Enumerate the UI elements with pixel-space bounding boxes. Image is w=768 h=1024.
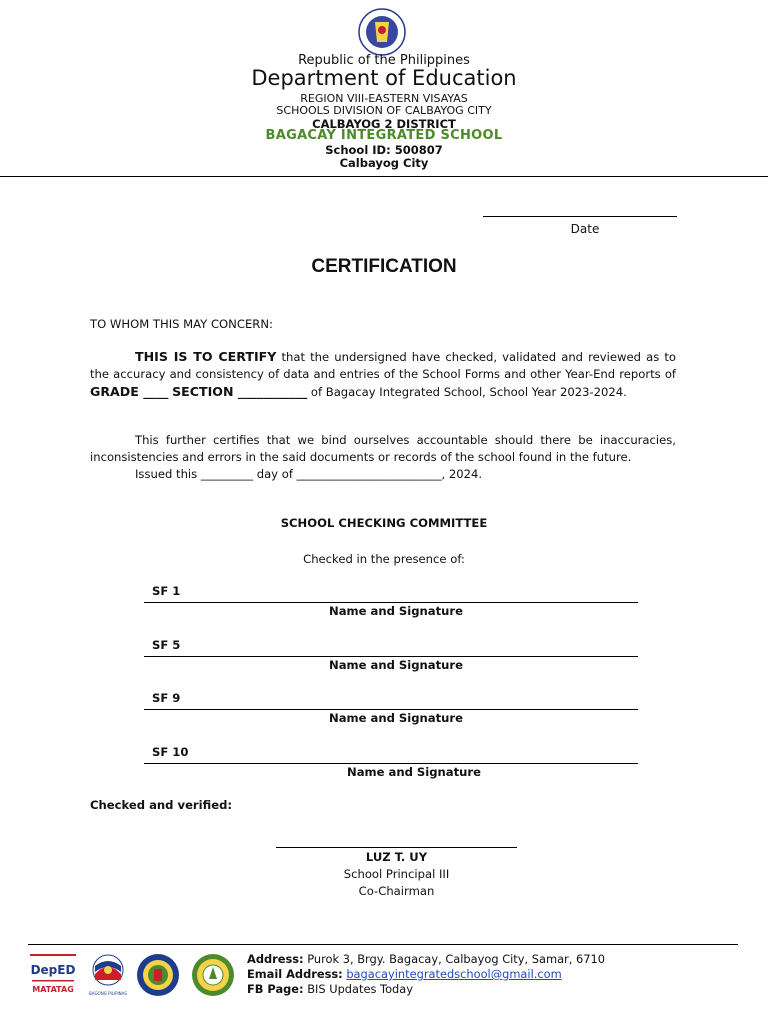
footer-fb-page: FB Page: BIS Updates Today (247, 982, 413, 996)
header-division: SCHOOLS DIVISION OF CALBAYOG CITY (276, 104, 492, 117)
date-label: Date (570, 222, 600, 236)
principal-signature-line (276, 847, 517, 848)
svg-text:BAGONG PILIPINAS: BAGONG PILIPINAS (89, 991, 127, 996)
deped-matatag-logo (28, 952, 78, 998)
signature-caption: Name and Signature (329, 658, 463, 672)
header-district: CALBAYOG 2 DISTRICT (312, 117, 456, 131)
certify-text-2: of Bagacay Integrated School, School Year 2023-2024. (307, 385, 627, 399)
header-city: Calbayog City (339, 156, 429, 170)
sf-label: SF 1 (152, 584, 181, 598)
principal-name: LUZ T. UY (365, 850, 428, 864)
school-seal-logo (188, 952, 238, 998)
salutation: TO WHOM THIS MAY CONCERN: (90, 317, 273, 331)
accountability-paragraph (90, 432, 676, 483)
footer-address: Address: Purok 3, Brgy. Bagacay, Calbayog City, Samar, 6710 (247, 952, 605, 966)
sf-label: SF 10 (152, 745, 189, 759)
signature-caption: Name and Signature (329, 711, 463, 725)
date-line (483, 216, 677, 217)
footer-divider (28, 944, 738, 945)
email-link[interactable]: bagacayintegratedschool@gmail.com (346, 967, 562, 981)
svg-text:MATATAG: MATATAG (32, 985, 74, 994)
sf-label: SF 9 (152, 691, 181, 705)
verified-label: Checked and verified: (90, 798, 233, 812)
principal-role: Co-Chairman (358, 884, 435, 898)
sf-label: SF 5 (152, 638, 181, 652)
footer-email: Email Address: bagacayintegratedschool@gmail.com (247, 967, 562, 981)
header-school-id: School ID: 500807 (325, 143, 443, 157)
grade-blank: GRADE ____ (90, 384, 169, 399)
deped-seal-logo (353, 8, 411, 56)
header-divider (0, 176, 768, 177)
principal-position: School Principal III (343, 867, 450, 881)
signature-line (144, 709, 638, 710)
svg-text:DepED: DepED (30, 963, 76, 977)
certify-lead: THIS IS TO CERTIFY (135, 349, 277, 364)
signature-caption: Name and Signature (329, 604, 463, 618)
header-republic: Republic of the Philippines (298, 53, 470, 68)
header-school-name: BAGACAY INTEGRATED SCHOOL (265, 128, 503, 143)
committee-title: SCHOOL CHECKING COMMITTEE (280, 516, 488, 530)
certify-paragraph (90, 348, 676, 401)
bagong-pilipinas-logo (86, 952, 130, 998)
presence-text: Checked in the presence of: (303, 552, 465, 566)
signature-line (144, 602, 638, 603)
signature-line (144, 763, 638, 764)
division-seal-logo (134, 952, 182, 998)
document-title: CERTIFICATION (311, 256, 457, 277)
signature-caption: Name and Signature (347, 765, 481, 779)
signature-line (144, 656, 638, 657)
accountability-text: This further certifies that we bind ourselves accountable should there be inaccuracies, inconsistencies and errors in the said documents or records of the school found in the future. (90, 433, 676, 464)
issued-line: Issued this _________ day of _________________________, 2024. (135, 467, 483, 481)
header-region: REGION VIII-EASTERN VISAYAS (300, 92, 468, 105)
section-blank: SECTION ___________ (172, 384, 308, 399)
certify-text-1: that the undersigned have checked, validated and reviewed as to the accuracy and consistency of data and entries of the School Forms and other Year-End reports of (90, 350, 676, 381)
header-department: Department of Education (251, 66, 517, 90)
